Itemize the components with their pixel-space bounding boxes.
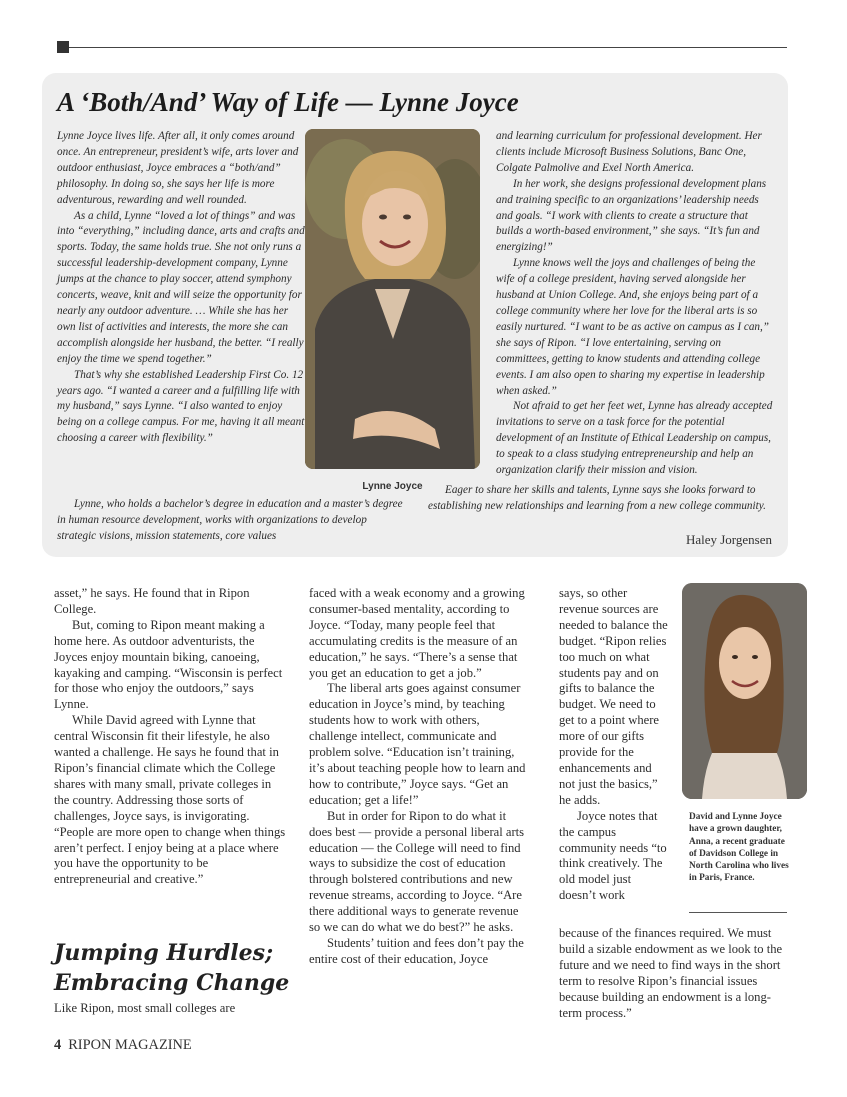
rule-square-ornament [57, 41, 69, 53]
anna-joyce-photo [682, 583, 807, 799]
sidebar-title: A ‘Both/And’ Way of Life — Lynne Joyce [57, 87, 519, 117]
article-paragraph: Like Ripon, most small colleges are [54, 1001, 236, 1015]
article-paragraph: While David agreed with Lynne that central Wisconsin fit their lifestyle, he also wanted a challenge. He says he found that in Ripon’s financial climate which the College shares with many small, private colleges in the country. Addressing those sorts of challenges, Joyce says, is invigorating. “People are more open to change when things aren’t perfect. I enjoy being at a place where you have the opportunity to be entrepreneurial and creative.” [54, 713, 286, 887]
profile-sidebar [42, 73, 788, 557]
top-rule [69, 47, 787, 48]
portrait-illustration [305, 129, 480, 469]
byline: Haley Jorgensen [685, 532, 772, 547]
page-number: 4 [54, 1037, 62, 1053]
article-paragraph: faced with a weak economy and a growing consumer-based mentality, according to Joyce. “Today, many people feel that accumulating credits is the measure of an education,” he says. “There’s a sense that you get an education to get a job.” [309, 586, 525, 680]
article-column-3-narrow [559, 586, 669, 904]
page-footer [54, 1037, 192, 1054]
article-paragraph: The liberal arts goes against consumer education in Joyce’s mind, by teaching students how to work with others, challenge intellect, communicate and problem solve. “Education isn’t training, it’s about teaching people how to learn and how to contribute,” Joyce says. “Get an education; get a life!” [309, 681, 526, 807]
article-paragraph: But in order for Ripon to do what it does best — provide a personal liberal arts education — the College will need to find ways to subsidize the cost of education through bolstered contributions and new revenue streams, according to Joyce. “Are there additional ways to generate revenue so we can do what we do best?” he asks. [309, 808, 525, 935]
photo-caption: Lynne Joyce [362, 481, 423, 492]
sidebar-right-column [496, 129, 776, 479]
sidebar-paragraph: Eager to share her skills and talents, Lynne says she looks forward to establishing new relationships and learning from a new college community. [428, 484, 766, 512]
sidebar-paragraph: Lynne Joyce lives life. After all, it only comes around once. An entrepreneur, president’s wife, arts lover and outdoor enthusiast, Joyce embraces a “both/and” philosophy. In doing so, she says her life is more adventurous, rewarding and well rounded. [57, 130, 299, 206]
article-column-1 [54, 586, 286, 888]
sidebar-paragraph: As a child, Lynne “loved a lot of things” and was into “everything,” including dance, arts and crafts and sports. Today, the same holds true. She not only runs a successful leadership-development company, Lynne jumps at the chance to play soccer, attend symphony concerts, weave, knit and will seize the opportunity for nearly any outdoor adventure. … While she has her own list of activities and interests, the more she can accomplish alongside her husband, the better. “I really enjoy the time we spend together.” [57, 209, 305, 365]
sidebar-left-column [57, 129, 305, 447]
sidebar-paragraph: and learning curriculum for professional development. Her clients include Microsoft Business Solutions, Banc One, Colgate Palmolive and Exel North America. [496, 130, 762, 174]
article-column-1-tail [54, 1001, 286, 1017]
article-column-2 [309, 586, 531, 968]
sidebar-paragraph: In her work, she designs professional development plans and training specific to an organizations’ leadership needs and goals. “I work with clients to create a structure that builds a worth-based environment,” she says. “It’s fun and energizing!” [496, 177, 767, 254]
article-paragraph: Students’ tuition and fees don’t pay the entire cost of their education, Joyce [309, 935, 524, 966]
article-paragraph: Joyce notes that the campus community needs “to think creatively. The old model just doesn’t work [559, 808, 667, 903]
caption-rule [689, 912, 787, 913]
article-paragraph: asset,” he says. He found that in Ripon College. [54, 586, 250, 616]
article-column-3-wide [559, 926, 792, 1021]
portrait-illustration [682, 583, 807, 799]
sidebar-bottom-left-text [57, 497, 407, 545]
headline-line: Embracing Change [54, 970, 290, 996]
photo2-caption: David and Lynne Joyce have a grown daughter, Anna, a recent graduate of Davidson College in North Carolina who lives in Paris, France. [689, 812, 789, 884]
sidebar-paragraph: Lynne knows well the joys and challenges of being the wife of a college president, having served alongside her husband at Union College. And, she enjoys being part of a college community where her love for the liberal arts is so easily nurtured. “I want to be as active on campus as I can,” she says of Ripon. “I love entertaining, serving on committees, getting to know students and attending college events. I am also open to sharing my expertise in leadership when asked.” [496, 257, 770, 397]
sidebar-bottom-right-text [428, 483, 776, 515]
lynne-joyce-photo [305, 129, 480, 469]
publication-name: RIPON MAGAZINE [68, 1037, 192, 1053]
section-headline [54, 938, 294, 998]
sidebar-paragraph: That’s why she established Leadership First Co. 12 years ago. “I wanted a career and a fulfilling life with my husband,” says Lynne. “I also wanted to enjoy being on a college campus. For me, having it all meant choosing a career with flexibility.” [57, 368, 305, 445]
headline-line: Jumping Hurdles; [54, 940, 274, 966]
article-paragraph: But, coming to Ripon meant making a home here. As outdoor adventurists, the Joyces enjoy mountain biking, canoeing, kayaking and camping. “Wisconsin is perfect for those who enjoy the outdoors,” says Lynne. [54, 617, 283, 712]
sidebar-paragraph: Not afraid to get her feet wet, Lynne has already accepted invitations to serve on a task force for the potential development of an Institute of Ethical Leadership on campus, to speak to a class studying entrepreneurship and help an organization clarify their mission and vision. [496, 400, 773, 477]
article-paragraph: says, so other revenue sources are needed to balance the budget. “Ripon relies too much on what students pay and on gifts to balance the budget. We need to get to a point where more of our gifts provide for the enhancements and not just the basics,” he adds. [559, 586, 668, 807]
sidebar-paragraph: Lynne, who holds a bachelor’s degree in education and a master’s degree in human resource development, works with organizations to develop strategic visions, mission statements, core values [57, 498, 403, 542]
article-paragraph: because of the finances required. We must build a sizable endowment as we look to the future and we need to find ways in the short term to resolve Ripon’s financial issues because building an endowment is a long-term process.” [559, 926, 783, 1020]
